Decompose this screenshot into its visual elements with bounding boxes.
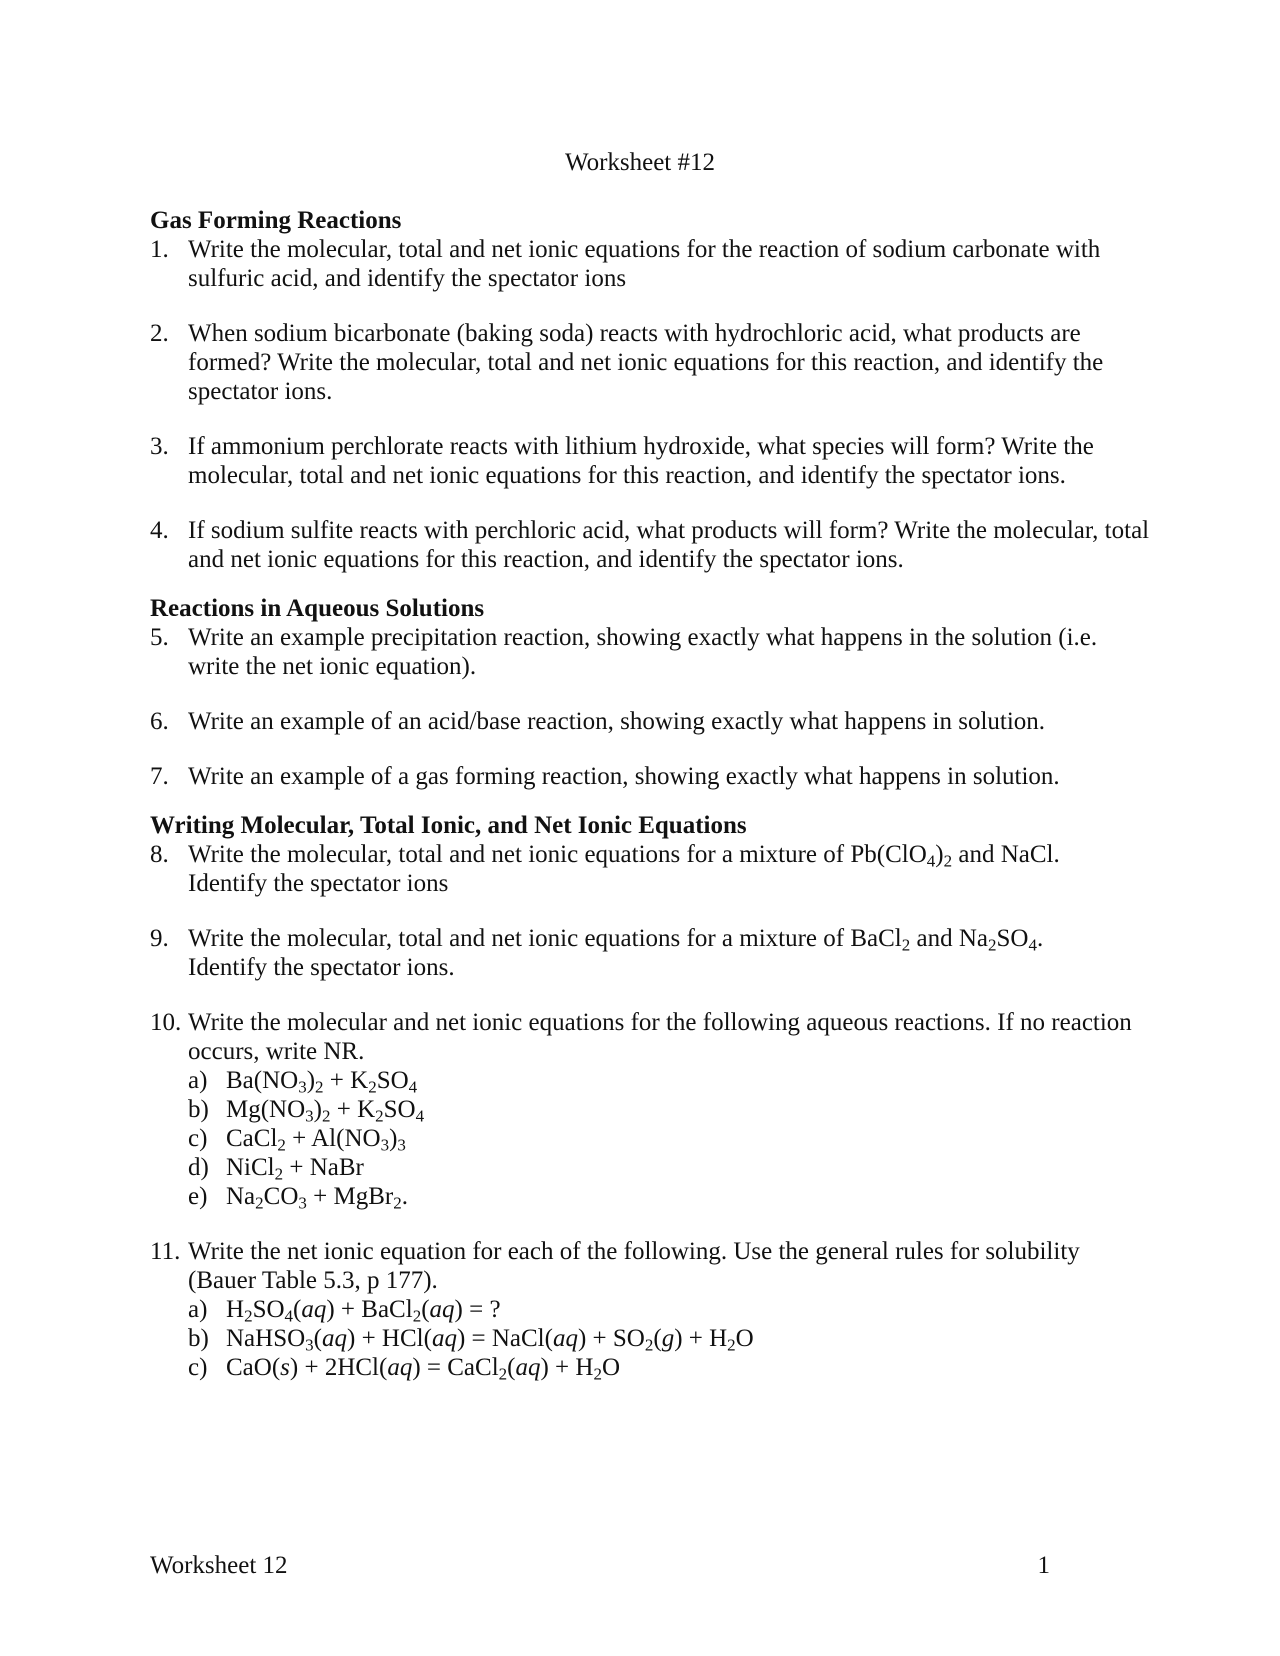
text-part: Write the molecular, total and net ionic equations for a mixture of Pb(ClO (188, 841, 927, 868)
formula-part: ) = CaCl (412, 1354, 499, 1381)
formula-part: SO (383, 1096, 416, 1123)
formula-part: O (735, 1325, 754, 1352)
subscript: 4 (415, 1106, 425, 1126)
subscript: 4 (1028, 935, 1037, 955)
state-symbol: aq (322, 1325, 347, 1352)
state-symbol: aq (552, 1325, 578, 1352)
page-title: Worksheet #12 (564, 149, 716, 176)
formula-part: ) = NaCl( (456, 1325, 553, 1352)
formula-part: ( (313, 1325, 322, 1352)
formula-part: NiCl (226, 1154, 275, 1181)
subscript: 2 (412, 1306, 422, 1326)
formula-part: ( (293, 1296, 302, 1323)
section-heading-equations: Writing Molecular, Total Ionic, and Net Ionic Equations (150, 812, 747, 839)
worksheet-content (150, 206, 1150, 1408)
text-part: ) (935, 841, 944, 868)
sub-letter: a) (188, 1067, 208, 1094)
subscript: 2 (277, 1135, 286, 1155)
subscript: 2 (244, 1306, 253, 1326)
formula-part: ( (507, 1354, 516, 1381)
footer-title: Worksheet 12 (150, 1552, 288, 1579)
subscript: 2 (901, 935, 911, 955)
formula-part: ) + H (540, 1354, 594, 1381)
formula-part: SO (376, 1067, 409, 1094)
sub-letter: c) (188, 1354, 208, 1381)
subscript: 3 (305, 1106, 314, 1126)
question-number: 7. (150, 763, 169, 790)
page-number: 1 (1037, 1552, 1050, 1579)
subscript: 2 (988, 935, 997, 955)
text-part: and NaCl. (952, 841, 1060, 868)
question-3 (150, 432, 1150, 490)
formula-part: ) (389, 1125, 398, 1152)
question-text: When sodium bicarbonate (baking soda) reacts with hydrochloric acid, what products are formed? Write the molecular, total and net ionic equations for this reaction, and identify the spectator ions. (188, 320, 1104, 405)
question-1 (150, 235, 1150, 293)
formula-part: ) + 2HCl( (289, 1354, 388, 1381)
formula-part: + K (330, 1096, 376, 1123)
reaction-10a (188, 1066, 1150, 1095)
question-text: Write an example of a gas forming reaction, showing exactly what happens in solution. (188, 763, 1060, 790)
sub-letter: d) (188, 1154, 209, 1181)
question-9 (150, 924, 1150, 982)
reaction-10b (188, 1095, 1150, 1124)
formula-part: ) + SO (577, 1325, 645, 1352)
question-number: 1. (150, 236, 169, 263)
question-text (188, 925, 1043, 981)
question-6 (150, 707, 1150, 736)
question-number: 5. (150, 624, 169, 651)
sub-letter: c) (188, 1125, 208, 1152)
question-11 (150, 1237, 1150, 1382)
formula-part: + MgBr (306, 1183, 394, 1210)
formula-part: ( (653, 1325, 662, 1352)
subscript: 2 (274, 1164, 284, 1184)
subscript: 4 (408, 1077, 418, 1097)
subscript: 4 (284, 1306, 294, 1326)
formula-part: ( (421, 1296, 430, 1323)
subscript: 3 (298, 1077, 307, 1097)
question-number: 4. (150, 517, 169, 544)
question-text (188, 841, 1060, 897)
question-8 (150, 840, 1150, 898)
question-text: Write the molecular and net ionic equations for the following aqueous reactions. If no reaction occurs, write NR. (188, 1009, 1132, 1065)
formula-part: NaHSO (226, 1325, 306, 1352)
question-text: If sodium sulfite reacts with perchloric acid, what products will form? Write the molecular, total and net ionic equations for this reaction, and identify the spectator ions. (188, 517, 1150, 573)
question-number: 3. (150, 433, 169, 460)
formula-part: ) + HCl( (347, 1325, 432, 1352)
question-text: If ammonium perchlorate reacts with lithium hydroxide, what species will form? Write the molecular, total and net ionic equations for this reaction, and identify the spectator ions. (188, 433, 1094, 489)
text-part: Identify the spectator ions (188, 870, 449, 897)
formula-part: . (401, 1183, 408, 1210)
text-part: Write the molecular, total and net ionic equations for a mixture of BaCl (188, 925, 902, 952)
sub-letter: a) (188, 1296, 208, 1323)
question-2 (150, 319, 1150, 406)
subscript: 2 (315, 1077, 324, 1097)
subscript: 3 (305, 1335, 314, 1355)
state-symbol: aq (431, 1325, 457, 1352)
formula-part: Na (226, 1183, 256, 1210)
question-number: 11. (150, 1238, 181, 1265)
subscript: 2 (498, 1364, 508, 1384)
formula-part: CO (263, 1183, 299, 1210)
text-part: and Na (910, 925, 988, 952)
formula-part: ) (313, 1096, 322, 1123)
question-7 (150, 762, 1150, 791)
sub-letter: b) (188, 1096, 209, 1123)
subscript: 2 (255, 1193, 264, 1213)
state-symbol: s (280, 1354, 290, 1381)
subscript: 2 (943, 851, 953, 871)
section-heading-aqueous: Reactions in Aqueous Solutions (150, 595, 485, 622)
question-10 (150, 1008, 1150, 1211)
question-number: 10. (150, 1009, 182, 1036)
subscript: 2 (727, 1335, 736, 1355)
question-text: Write an example of an acid/base reaction, showing exactly what happens in solution. (188, 708, 1046, 735)
subscript: 3 (397, 1135, 406, 1155)
subscript: 3 (298, 1193, 307, 1213)
reaction-10c (188, 1124, 1150, 1153)
reaction-11b (188, 1324, 1150, 1353)
subscript: 2 (393, 1193, 402, 1213)
state-symbol: aq (387, 1354, 413, 1381)
reaction-10d (188, 1153, 1150, 1182)
question-text: Write the molecular, total and net ionic equations for the reaction of sodium carbonate with sulfuric acid, and identify the spectator ions (188, 236, 1101, 292)
formula-part: H (226, 1296, 245, 1323)
subscript: 2 (644, 1335, 654, 1355)
formula-part: O (601, 1354, 621, 1381)
formula-part: SO (252, 1296, 285, 1323)
reaction-11c (188, 1353, 1150, 1382)
subscript: 2 (375, 1106, 384, 1126)
reaction-11a (188, 1295, 1150, 1324)
formula-part: + Al(NO (285, 1125, 381, 1152)
question-number: 8. (150, 841, 169, 868)
formula-part: ) + H (674, 1325, 728, 1352)
formula-part: CaO( (226, 1354, 281, 1381)
formula-part: + NaBr (283, 1154, 364, 1181)
subscript: 3 (380, 1135, 390, 1155)
formula-part: + K (323, 1067, 369, 1094)
subscript: 4 (926, 851, 936, 871)
formula-part: ) + BaCl (326, 1296, 413, 1323)
question-4 (150, 516, 1150, 574)
sub-letter: b) (188, 1325, 209, 1352)
subscript: 2 (322, 1106, 331, 1126)
question-number: 6. (150, 708, 169, 735)
question-number: 9. (150, 925, 169, 952)
question-5 (150, 623, 1150, 681)
state-symbol: aq (515, 1354, 541, 1381)
formula-part: Ba(NO (226, 1067, 299, 1094)
formula-part: CaCl (226, 1125, 278, 1152)
question-text: Write an example precipitation reaction, showing exactly what happens in the solution (i.e. write the net ionic equation). (188, 624, 1098, 680)
subscript: 2 (593, 1364, 602, 1384)
text-part: SO (996, 925, 1029, 952)
state-symbol: aq (301, 1296, 327, 1323)
subscript: 2 (368, 1077, 377, 1097)
reaction-10e (188, 1182, 1150, 1211)
formula-part: Mg(NO (226, 1096, 306, 1123)
text-part: . (1036, 925, 1044, 952)
state-symbol: g (661, 1325, 675, 1352)
question-number: 2. (150, 320, 169, 347)
question-text: Write the net ionic equation for each of the following. Use the general rules for solubility (Bauer Table 5.3, p 177). (188, 1238, 1080, 1294)
text-part: Identify the spectator ions. (188, 954, 455, 981)
state-symbol: aq (429, 1296, 455, 1323)
formula-part: ) = ? (454, 1296, 501, 1323)
section-heading-gas-forming: Gas Forming Reactions (150, 207, 402, 234)
sub-letter: e) (188, 1183, 208, 1210)
formula-part: ) (306, 1067, 316, 1094)
